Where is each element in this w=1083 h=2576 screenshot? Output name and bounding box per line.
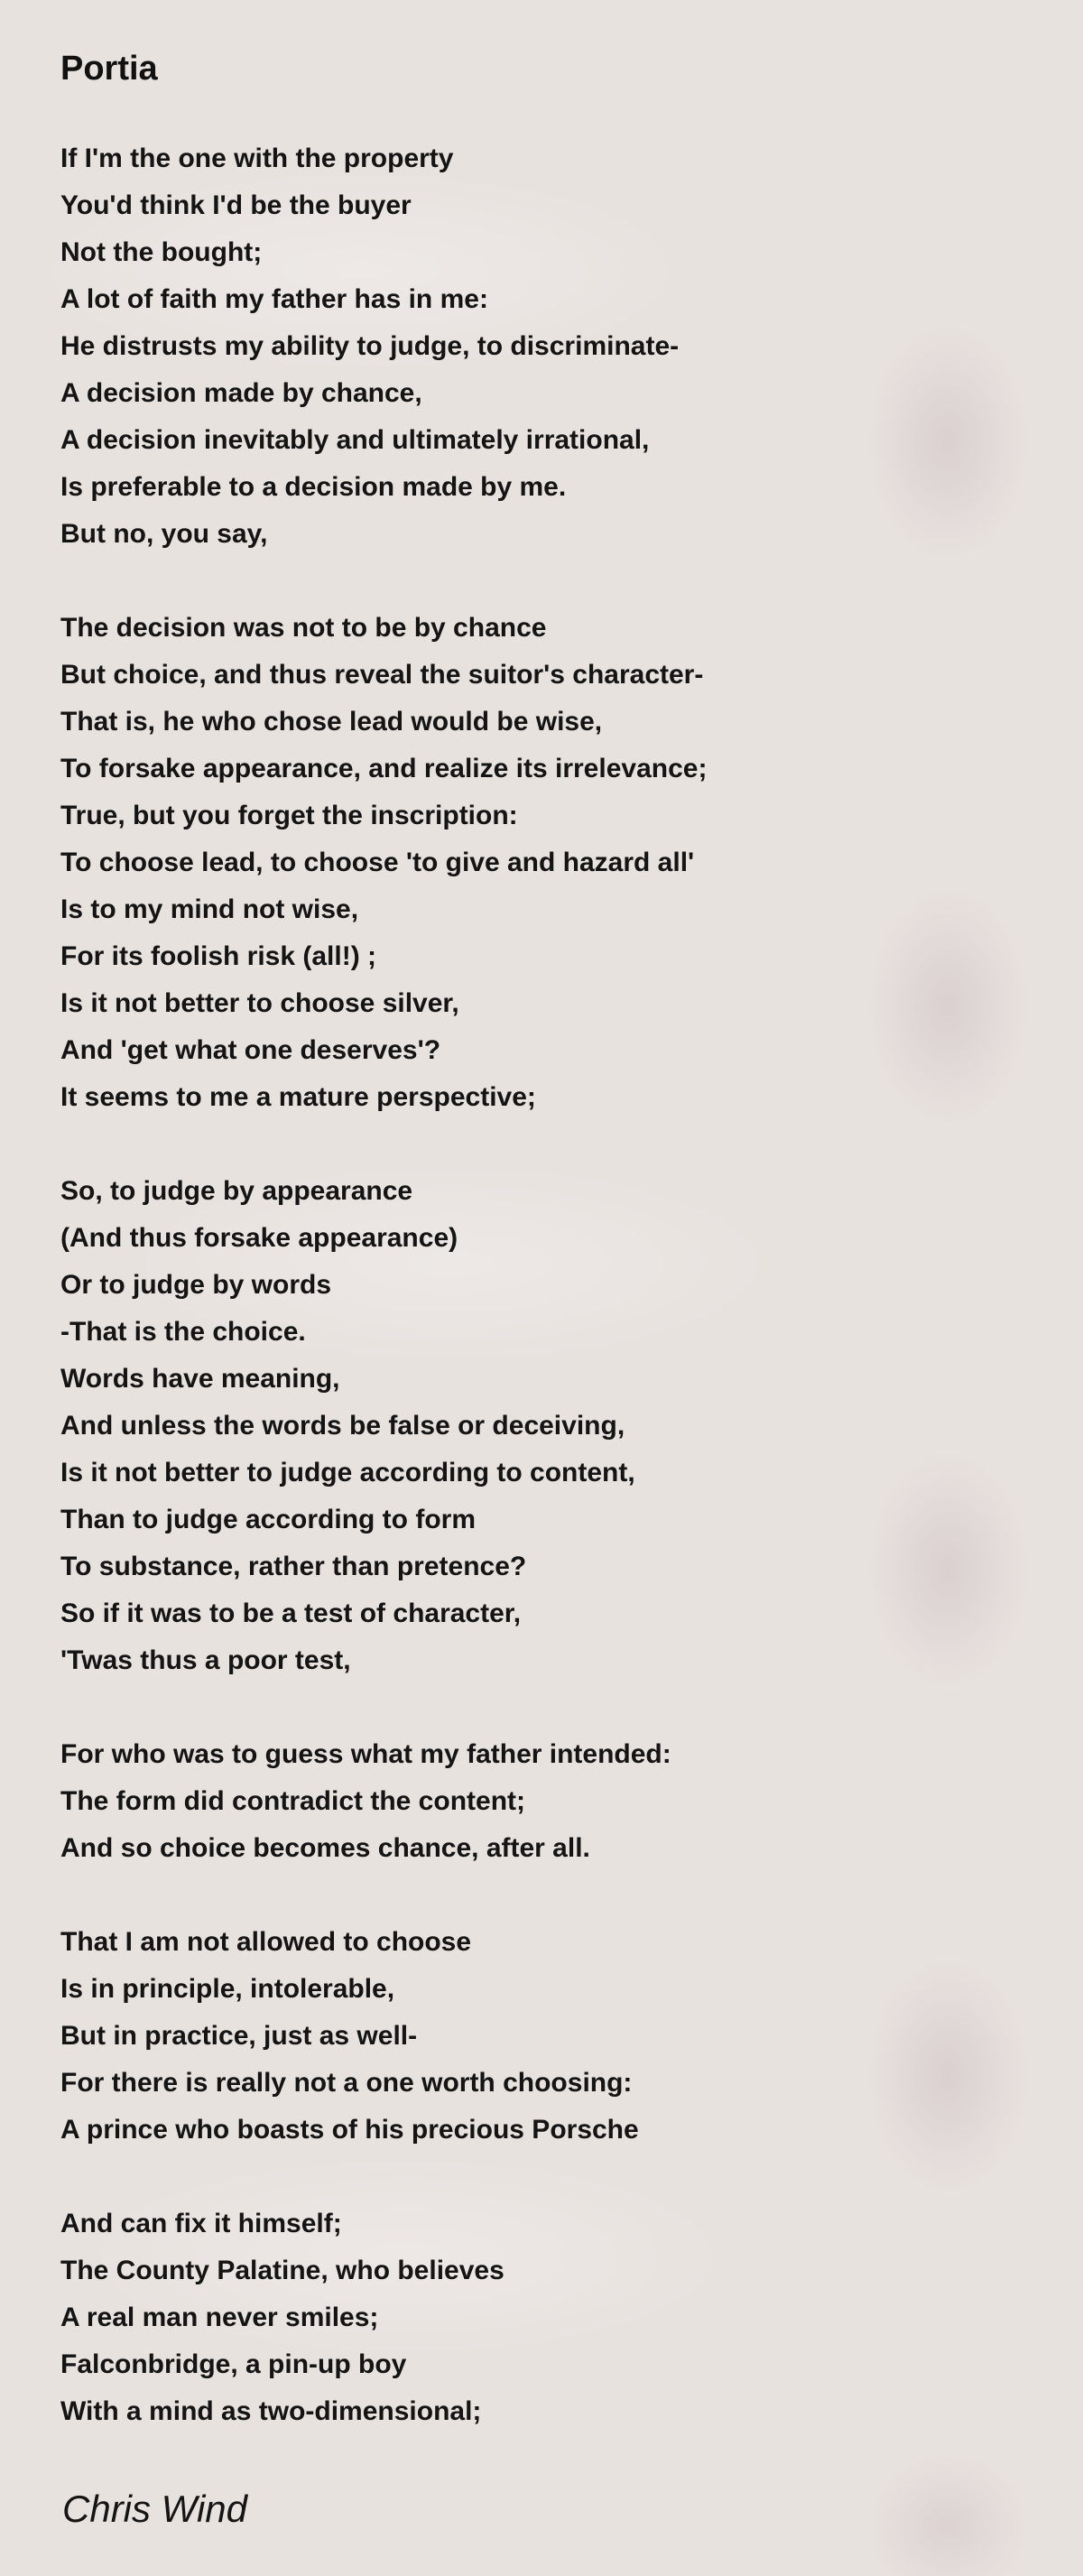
poem-line: Than to judge according to form — [60, 1505, 476, 1534]
stanza-break — [60, 1872, 1017, 1919]
poem-line: He distrusts my ability to judge, to discriminate- — [60, 331, 680, 361]
stanza — [60, 135, 1017, 558]
poem-line: It seems to me a mature perspective; — [60, 1082, 536, 1112]
poem-line: And 'get what one deserves'? — [60, 1035, 441, 1065]
poem-line: If I'm the one with the property — [60, 144, 454, 173]
poem-line: Is preferable to a decision made by me. — [60, 472, 567, 502]
poem-line: With a mind as two-dimensional; — [60, 2396, 482, 2426]
poem-line: For there is really not a one worth choosing: — [60, 2068, 633, 2098]
poem-line: That I am not allowed to choose — [60, 1927, 472, 1957]
stanza-break — [60, 2154, 1017, 2201]
stanza-break — [60, 1684, 1017, 1731]
poem-line: Or to judge by words — [60, 1270, 332, 1300]
stanza — [60, 605, 1017, 1121]
poem-line: And so choice becomes chance, after all. — [60, 1833, 590, 1863]
poem-line: Is it not better to judge according to content, — [60, 1458, 635, 1487]
poem-line: And unless the words be false or deceiving, — [60, 1411, 625, 1441]
poem-line: -That is the choice. — [60, 1317, 306, 1347]
poem-line: But in practice, just as well- — [60, 2021, 418, 2051]
poem-line: A decision inevitably and ultimately irrational, — [60, 425, 650, 455]
poem-line: Words have meaning, — [60, 1364, 340, 1394]
poem-body — [60, 135, 1017, 2435]
poem-line: And can fix it himself; — [60, 2209, 342, 2238]
poem-line: A decision made by chance, — [60, 378, 422, 408]
poem-line: You'd think I'd be the buyer — [60, 190, 412, 220]
poem-line: A lot of faith my father has in me: — [60, 284, 488, 314]
stanza — [60, 2201, 1017, 2435]
poem-line: To forsake appearance, and realize its irrelevance; — [60, 754, 708, 783]
poem-line: True, but you forget the inscription: — [60, 801, 518, 830]
poem-line: To choose lead, to choose 'to give and hazard all' — [60, 848, 695, 877]
poem-line: But no, you say, — [60, 519, 268, 549]
poem-line: Is to my mind not wise, — [60, 894, 359, 924]
poem-line: So if it was to be a test of character, — [60, 1598, 522, 1628]
poem-line: For its foolish risk (all!) ; — [60, 941, 377, 971]
poem-line: A real man never smiles; — [60, 2303, 379, 2332]
poem-line: For who was to guess what my father intended: — [60, 1739, 671, 1769]
poem-line: The County Palatine, who believes — [60, 2256, 504, 2285]
poem-line: But choice, and thus reveal the suitor's character- — [60, 660, 704, 690]
poem-line: To substance, rather than pretence? — [60, 1552, 527, 1581]
poem-line: The form did contradict the content; — [60, 1786, 525, 1816]
stanza — [60, 1919, 1017, 2154]
poem-line: Not the bought; — [60, 237, 263, 267]
poem-line: 'Twas thus a poor test, — [60, 1645, 351, 1675]
poem-line: A prince who boasts of his precious Porsche — [60, 2115, 639, 2145]
poem-line: Is it not better to choose silver, — [60, 988, 459, 1018]
stanza — [60, 1731, 1017, 1872]
poem-line: (And thus forsake appearance) — [60, 1223, 458, 1253]
poem-line: That is, he who chose lead would be wise, — [60, 707, 603, 737]
poem-author: Chris Wind — [62, 2488, 247, 2530]
poem-line: Is in principle, intolerable, — [60, 1974, 395, 2004]
poem-line: The decision was not to be by chance — [60, 613, 547, 643]
poem-title: Portia — [60, 50, 158, 88]
stanza — [60, 1168, 1017, 1684]
poem-line: So, to judge by appearance — [60, 1176, 413, 1206]
stanza-break — [60, 1121, 1017, 1168]
poem-line: Falconbridge, a pin-up boy — [60, 2349, 407, 2379]
stanza-break — [60, 558, 1017, 605]
